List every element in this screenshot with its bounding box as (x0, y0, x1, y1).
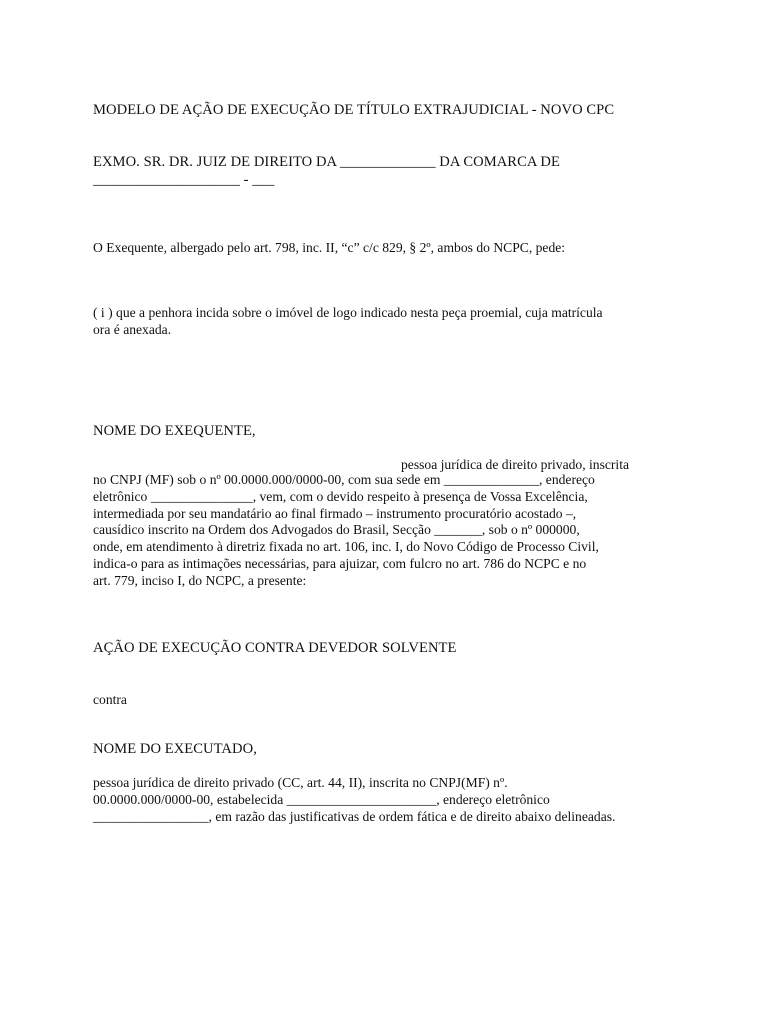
request-item (93, 305, 693, 339)
exequente-heading: NOME DO EXEQUENTE, (93, 423, 256, 439)
exequente-first-line: pessoa jurídica de direito privado, inscrita (401, 457, 630, 472)
exequente-line: art. 779, inciso I, do NCPC, a presente: (93, 572, 307, 588)
exequente-line: eletrônico _______________, vem, com o devido respeito à presença de Vossa Excelência, (93, 488, 588, 504)
addressee-line-1: EXMO. SR. DR. JUIZ DE DIREITO DA _____________ DA COMARCA DE (93, 154, 560, 170)
exequente-line: no CNPJ (MF) sob o nº 00.0000.000/0000-00, com sua sede em ______________, endereço (93, 472, 595, 487)
contra-label: contra (93, 692, 127, 707)
request-intro: O Exequente, albergado pelo art. 798, inc. II, “c” c/c 829, § 2º, ambos do NCPC, pede: (93, 240, 566, 255)
exequente-line: onde, em atendimento à diretriz fixada no art. 106, inc. I, do Novo Código de Processo Civil, (93, 539, 599, 555)
executado-heading: NOME DO EXECUTADO, (93, 741, 257, 757)
executado-qualification (93, 775, 693, 825)
exequente-qualification (93, 472, 693, 590)
exequente-line: causídico inscrito na Ordem dos Advogados do Brasil, Secção _______, sob o nº 000000, (93, 522, 580, 538)
request-item-line: ora é anexada. (93, 321, 172, 337)
executado-line: 00.0000.000/0000-00, estabelecida ______________________, endereço eletrônico (93, 791, 550, 807)
document-title: MODELO DE AÇÃO DE EXECUÇÃO DE TÍTULO EXTRAJUDICIAL - NOVO CPC (93, 102, 615, 118)
exequente-line: intermediada por seu mandatário ao final firmado – instrumento procuratório acostado –, (93, 505, 577, 521)
executado-line: pessoa jurídica de direito privado (CC, art. 44, II), inscrita no CNPJ(MF) nº. (93, 775, 508, 790)
action-title: AÇÃO DE EXECUÇÃO CONTRA DEVEDOR SOLVENTE (93, 640, 457, 656)
request-item-line: ( i ) que a penhora incida sobre o imóvel de logo indicado nesta peça proemial, cuja matrícula (93, 305, 603, 320)
exequente-line: indica-o para as intimações necessárias, para ajuizar, com fulcro no art. 786 do NCPC e no (93, 555, 587, 571)
addressee-line-2: ____________________ - ___ (93, 172, 275, 188)
executado-line: _________________, em razão das justificativas de ordem fática e de direito abaixo delineadas. (93, 808, 616, 824)
